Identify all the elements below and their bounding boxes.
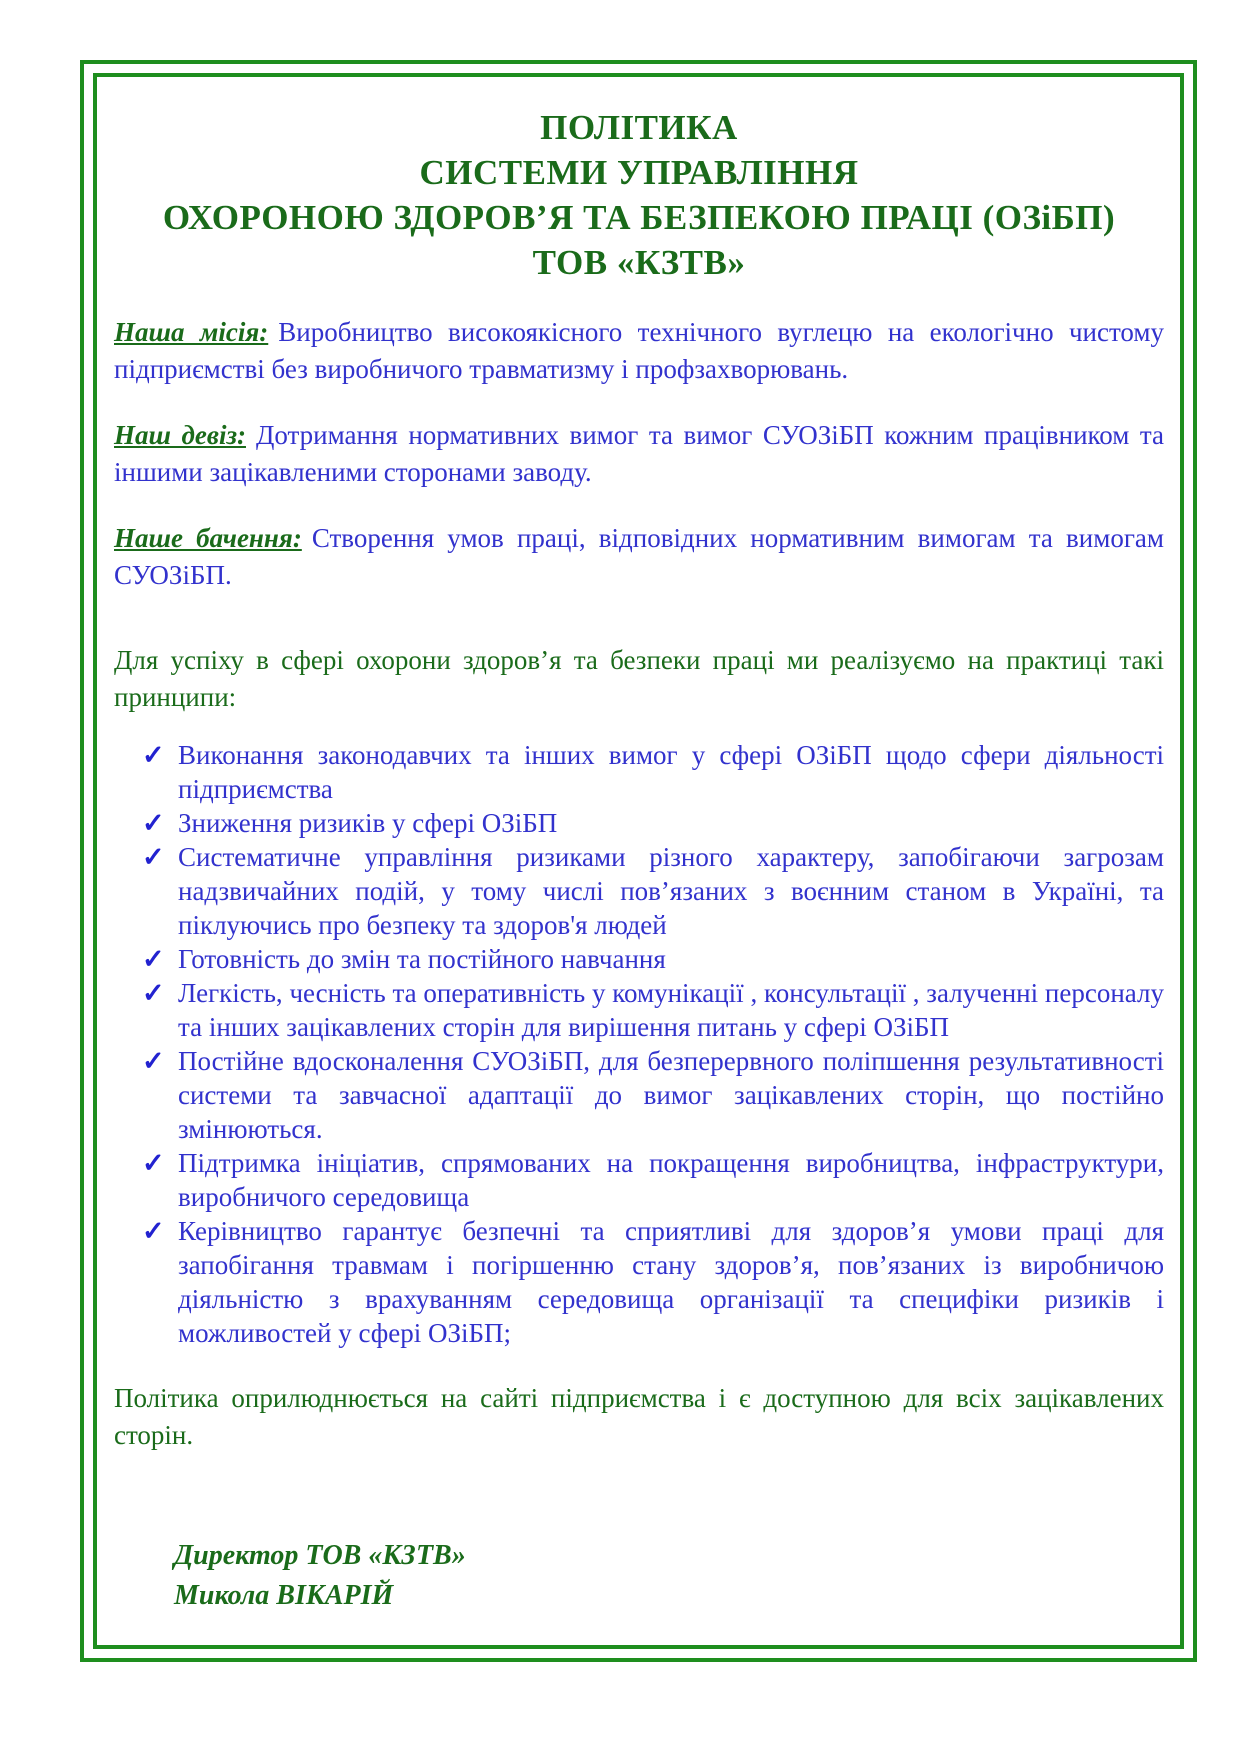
title-line-4: ТОВ «КЗТВ» (532, 243, 746, 282)
list-item (142, 806, 1164, 840)
principle-text: Зниження ризиків у сфері ОЗіБП (178, 808, 558, 838)
vision-label: Наше бачення: (114, 523, 302, 553)
principle-text: Готовність до змін та постійного навчання (178, 944, 666, 974)
list-item (142, 738, 1164, 806)
list-item (142, 840, 1164, 942)
principles-intro: Для успіху в сфері охорони здоров’я та безпеки праці ми реалізуємо на практиці такі принципи: (114, 645, 1164, 712)
signature-role: Директор ТОВ «КЗТВ» (174, 1540, 466, 1571)
outer-border (80, 60, 1197, 1662)
check-icon: ✓ (142, 944, 165, 974)
motto-label: Наш девіз: (114, 420, 246, 450)
title-line-1: ПОЛІТИКА (540, 108, 738, 147)
check-icon: ✓ (142, 1148, 165, 1178)
publication-note: Політика оприлюднюється на сайті підприємства і є доступною для всіх зацікавлених сторін. (114, 1383, 1164, 1450)
check-icon: ✓ (142, 740, 165, 770)
signature-name: Микола ВІКАРІЙ (174, 1580, 394, 1611)
check-icon: ✓ (142, 842, 165, 872)
mission-paragraph (114, 314, 1164, 388)
motto-text: Дотримання нормативних вимог та вимог СУОЗіБП кожним працівником та іншими зацікавленими сторонами заводу. (114, 420, 1165, 487)
check-icon: ✓ (142, 978, 165, 1008)
list-item (142, 976, 1164, 1044)
principle-text: Легкість, чесність та оперативність у комунікації , консультації , залученні персоналу та інших зацікавлених сторін для вирішення питань у сфері ОЗіБП (178, 978, 1164, 1042)
mission-label: Наша місія: (114, 317, 269, 347)
inner-border (93, 73, 1184, 1649)
document-title (114, 105, 1164, 285)
principle-text: Керівництво гарантує безпечні та сприятливі для здоров’я умови праці для запобігання травмам і погіршенню стану здоров’я, пов’язаних із виробничою діяльністю з врахуванням середовища організації та специфіки ризиків і можливостей у сфері ОЗіБП; (178, 1216, 1164, 1348)
document-content (97, 77, 1180, 1645)
check-icon: ✓ (142, 808, 165, 838)
title-line-2: СИСТЕМИ УПРАВЛІННЯ (419, 153, 859, 192)
signature-block (174, 1536, 1164, 1616)
check-icon: ✓ (142, 1216, 165, 1246)
principle-text: Постійне вдосконалення СУОЗіБП, для безперервного поліпшення результативності системи та завчасної адаптації до вимог зацікавлених сторін, що постійно змінюються. (178, 1046, 1164, 1144)
check-icon: ✓ (142, 1046, 165, 1076)
principle-text: Підтримка ініціатив, спрямованих на покращення виробництва, інфраструктури, виробничого середовища (178, 1148, 1164, 1212)
principle-text: Виконання законодавчих та інших вимог у сфері ОЗіБП щодо сфери діяльності підприємства (178, 740, 1164, 804)
principle-text: Систематичне управління ризиками різного характеру, запобігаючи загрозам надзвичайних подій, у тому числі пов’язаних з воєнним станом в Україні, та піклуючись про безпеку та здоров'я людей (178, 842, 1164, 940)
list-item (142, 1044, 1164, 1146)
list-item (142, 1214, 1164, 1350)
list-item (142, 942, 1164, 976)
title-line-3: ОХОРОНОЮ ЗДОРОВ’Я ТА БЕЗПЕКОЮ ПРАЦІ (ОЗіБП) (162, 198, 1116, 237)
principles-list (114, 738, 1164, 1350)
list-item (142, 1146, 1164, 1214)
mission-text: Виробництво високоякісного технічного вуглецю на екологічно чистому підприємстві без виробничого травматизму і профзахворювань. (114, 317, 1164, 384)
motto-paragraph (114, 417, 1164, 491)
vision-paragraph (114, 520, 1164, 594)
vision-text: Створення умов праці, відповідних нормативним вимогам та вимогам СУОЗіБП. (114, 523, 1164, 590)
